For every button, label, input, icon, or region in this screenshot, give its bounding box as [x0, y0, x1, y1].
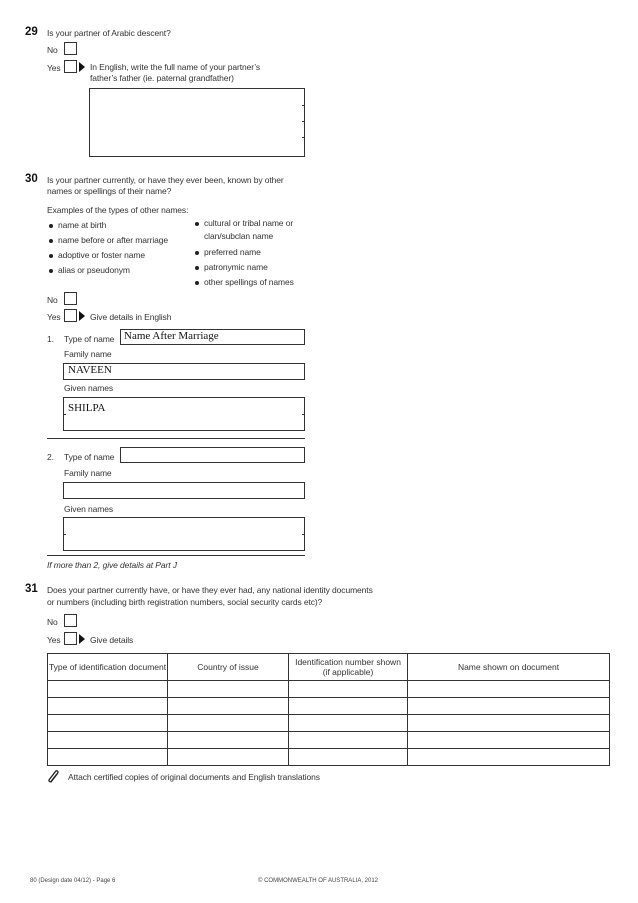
- field-line-tick: [302, 534, 305, 535]
- table-row: [48, 681, 610, 698]
- entry2-type-label: Type of name: [64, 452, 115, 462]
- question-number-30: 30: [25, 173, 38, 185]
- example-item: cultural or tribal name or: [204, 218, 294, 228]
- bullet: [49, 269, 53, 273]
- arrow-right-icon: [79, 62, 85, 72]
- bullet: [49, 254, 53, 258]
- arrow-right-icon: [79, 311, 85, 321]
- table-row: [48, 749, 610, 766]
- bullet: [195, 266, 199, 270]
- table-cell[interactable]: [289, 681, 408, 698]
- example-item: alias or pseudonym: [58, 265, 130, 275]
- q30-yes-checkbox[interactable]: [64, 309, 77, 322]
- bullet: [49, 239, 53, 243]
- table-cell[interactable]: [48, 681, 168, 698]
- bullet: [195, 222, 199, 226]
- table-header: Country of issue: [168, 654, 289, 681]
- entry1-family-value: NAVEEN: [68, 364, 112, 376]
- table-cell[interactable]: [168, 732, 289, 749]
- table-cell[interactable]: [289, 732, 408, 749]
- table-cell[interactable]: [408, 698, 610, 715]
- table-cell[interactable]: [289, 715, 408, 732]
- table-cell[interactable]: [168, 749, 289, 766]
- footer-copyright: © COMMONWEALTH OF AUSTRALIA, 2012: [258, 878, 378, 884]
- q29-instruction-line1: In English, write the full name of your partner’s: [90, 62, 261, 72]
- entry2-type-field[interactable]: [120, 447, 305, 463]
- table-cell[interactable]: [168, 681, 289, 698]
- q31-attach-note: Attach certified copies of original documents and English translations: [68, 772, 320, 782]
- table-cell[interactable]: [408, 749, 610, 766]
- q30-more-note: If more than 2, give details at Part J: [47, 560, 177, 570]
- bullet: [195, 281, 199, 285]
- footer-page-info: 80 (Design date 04/12) - Page 6: [30, 878, 116, 884]
- question-number-29: 29: [25, 26, 38, 38]
- table-cell[interactable]: [48, 698, 168, 715]
- example-item: other spellings of names: [204, 277, 294, 287]
- entry1-family-label: Family name: [64, 349, 112, 359]
- entry1-given-value: SHILPA: [68, 402, 106, 414]
- table-cell[interactable]: [408, 715, 610, 732]
- entry1-type-label: Type of name: [64, 334, 115, 344]
- table-row: [48, 715, 610, 732]
- q29-no-checkbox[interactable]: [64, 42, 77, 55]
- entry1-index: 1.: [47, 334, 54, 344]
- q30-yes-label: Yes: [47, 312, 61, 322]
- example-item-continued: clan/subclan name: [204, 231, 274, 241]
- question-number-31: 31: [25, 583, 38, 595]
- field-line-tick: [302, 414, 305, 415]
- field-line-tick: [63, 414, 66, 415]
- entry2-given-label: Given names: [64, 504, 113, 514]
- paperclip-icon: [47, 769, 61, 785]
- bullet: [195, 251, 199, 255]
- table-header-line: (if applicable): [322, 667, 374, 677]
- q30-give-details: Give details in English: [90, 312, 172, 322]
- example-item: name at birth: [58, 220, 107, 230]
- q31-no-checkbox[interactable]: [64, 614, 77, 627]
- example-item: name before or after marriage: [58, 235, 169, 245]
- table-header-row: [48, 654, 610, 681]
- table-cell[interactable]: [168, 698, 289, 715]
- table-cell[interactable]: [408, 732, 610, 749]
- entry2-family-label: Family name: [64, 468, 112, 478]
- table-cell[interactable]: [289, 749, 408, 766]
- q31-yes-label: Yes: [47, 635, 61, 645]
- q30-question-line2: names or spellings of their name?: [47, 186, 172, 196]
- q31-question-line1: Does your partner currently have, or have they ever had, any national identity documents: [47, 585, 373, 595]
- table-cell[interactable]: [48, 715, 168, 732]
- q31-yes-checkbox[interactable]: [64, 632, 77, 645]
- identity-documents-table: [47, 653, 610, 766]
- q29-question: Is your partner of Arabic descent?: [47, 28, 171, 38]
- q29-no-label: No: [47, 45, 58, 55]
- field-line-tick: [302, 121, 305, 122]
- q29-instruction-line2: father’s father (ie. paternal grandfather): [90, 73, 234, 83]
- table-cell[interactable]: [48, 732, 168, 749]
- q29-yes-label: Yes: [47, 63, 61, 73]
- table-header: [289, 654, 408, 681]
- entry2-index: 2.: [47, 452, 54, 462]
- table-header: Name shown on document: [408, 654, 610, 681]
- table-header: Type of identification document: [48, 654, 168, 681]
- grandfather-name-field[interactable]: [89, 88, 305, 157]
- entry1-type-value: Name After Marriage: [124, 330, 219, 342]
- example-item: adoptive or foster name: [58, 250, 146, 260]
- divider: [47, 555, 305, 556]
- q31-question-line2: or numbers (including birth registration numbers, social security cards etc)?: [47, 597, 323, 607]
- table-row: [48, 698, 610, 715]
- arrow-right-icon: [79, 634, 85, 644]
- table-row: [48, 732, 610, 749]
- example-item: patronymic name: [204, 262, 268, 272]
- bullet: [49, 224, 53, 228]
- field-line-tick: [63, 534, 66, 535]
- divider: [47, 438, 305, 439]
- field-line-tick: [302, 105, 305, 106]
- field-line-tick: [302, 137, 305, 138]
- table-cell[interactable]: [289, 698, 408, 715]
- entry2-given-field[interactable]: [63, 517, 305, 551]
- entry2-family-field[interactable]: [63, 482, 305, 499]
- q31-give-details: Give details: [90, 635, 134, 645]
- q30-question-line1: Is your partner currently, or have they ever been, known by other: [47, 175, 284, 185]
- q30-no-label: No: [47, 295, 58, 305]
- table-header-line: Identification number shown: [295, 657, 401, 667]
- q30-no-checkbox[interactable]: [64, 292, 77, 305]
- q31-no-label: No: [47, 617, 58, 627]
- entry1-given-label: Given names: [64, 383, 113, 393]
- table-cell[interactable]: [168, 715, 289, 732]
- table-cell[interactable]: [48, 749, 168, 766]
- q29-yes-checkbox[interactable]: [64, 60, 77, 73]
- table-cell[interactable]: [408, 681, 610, 698]
- example-item: preferred name: [204, 247, 261, 257]
- q30-examples-heading: Examples of the types of other names:: [47, 205, 189, 215]
